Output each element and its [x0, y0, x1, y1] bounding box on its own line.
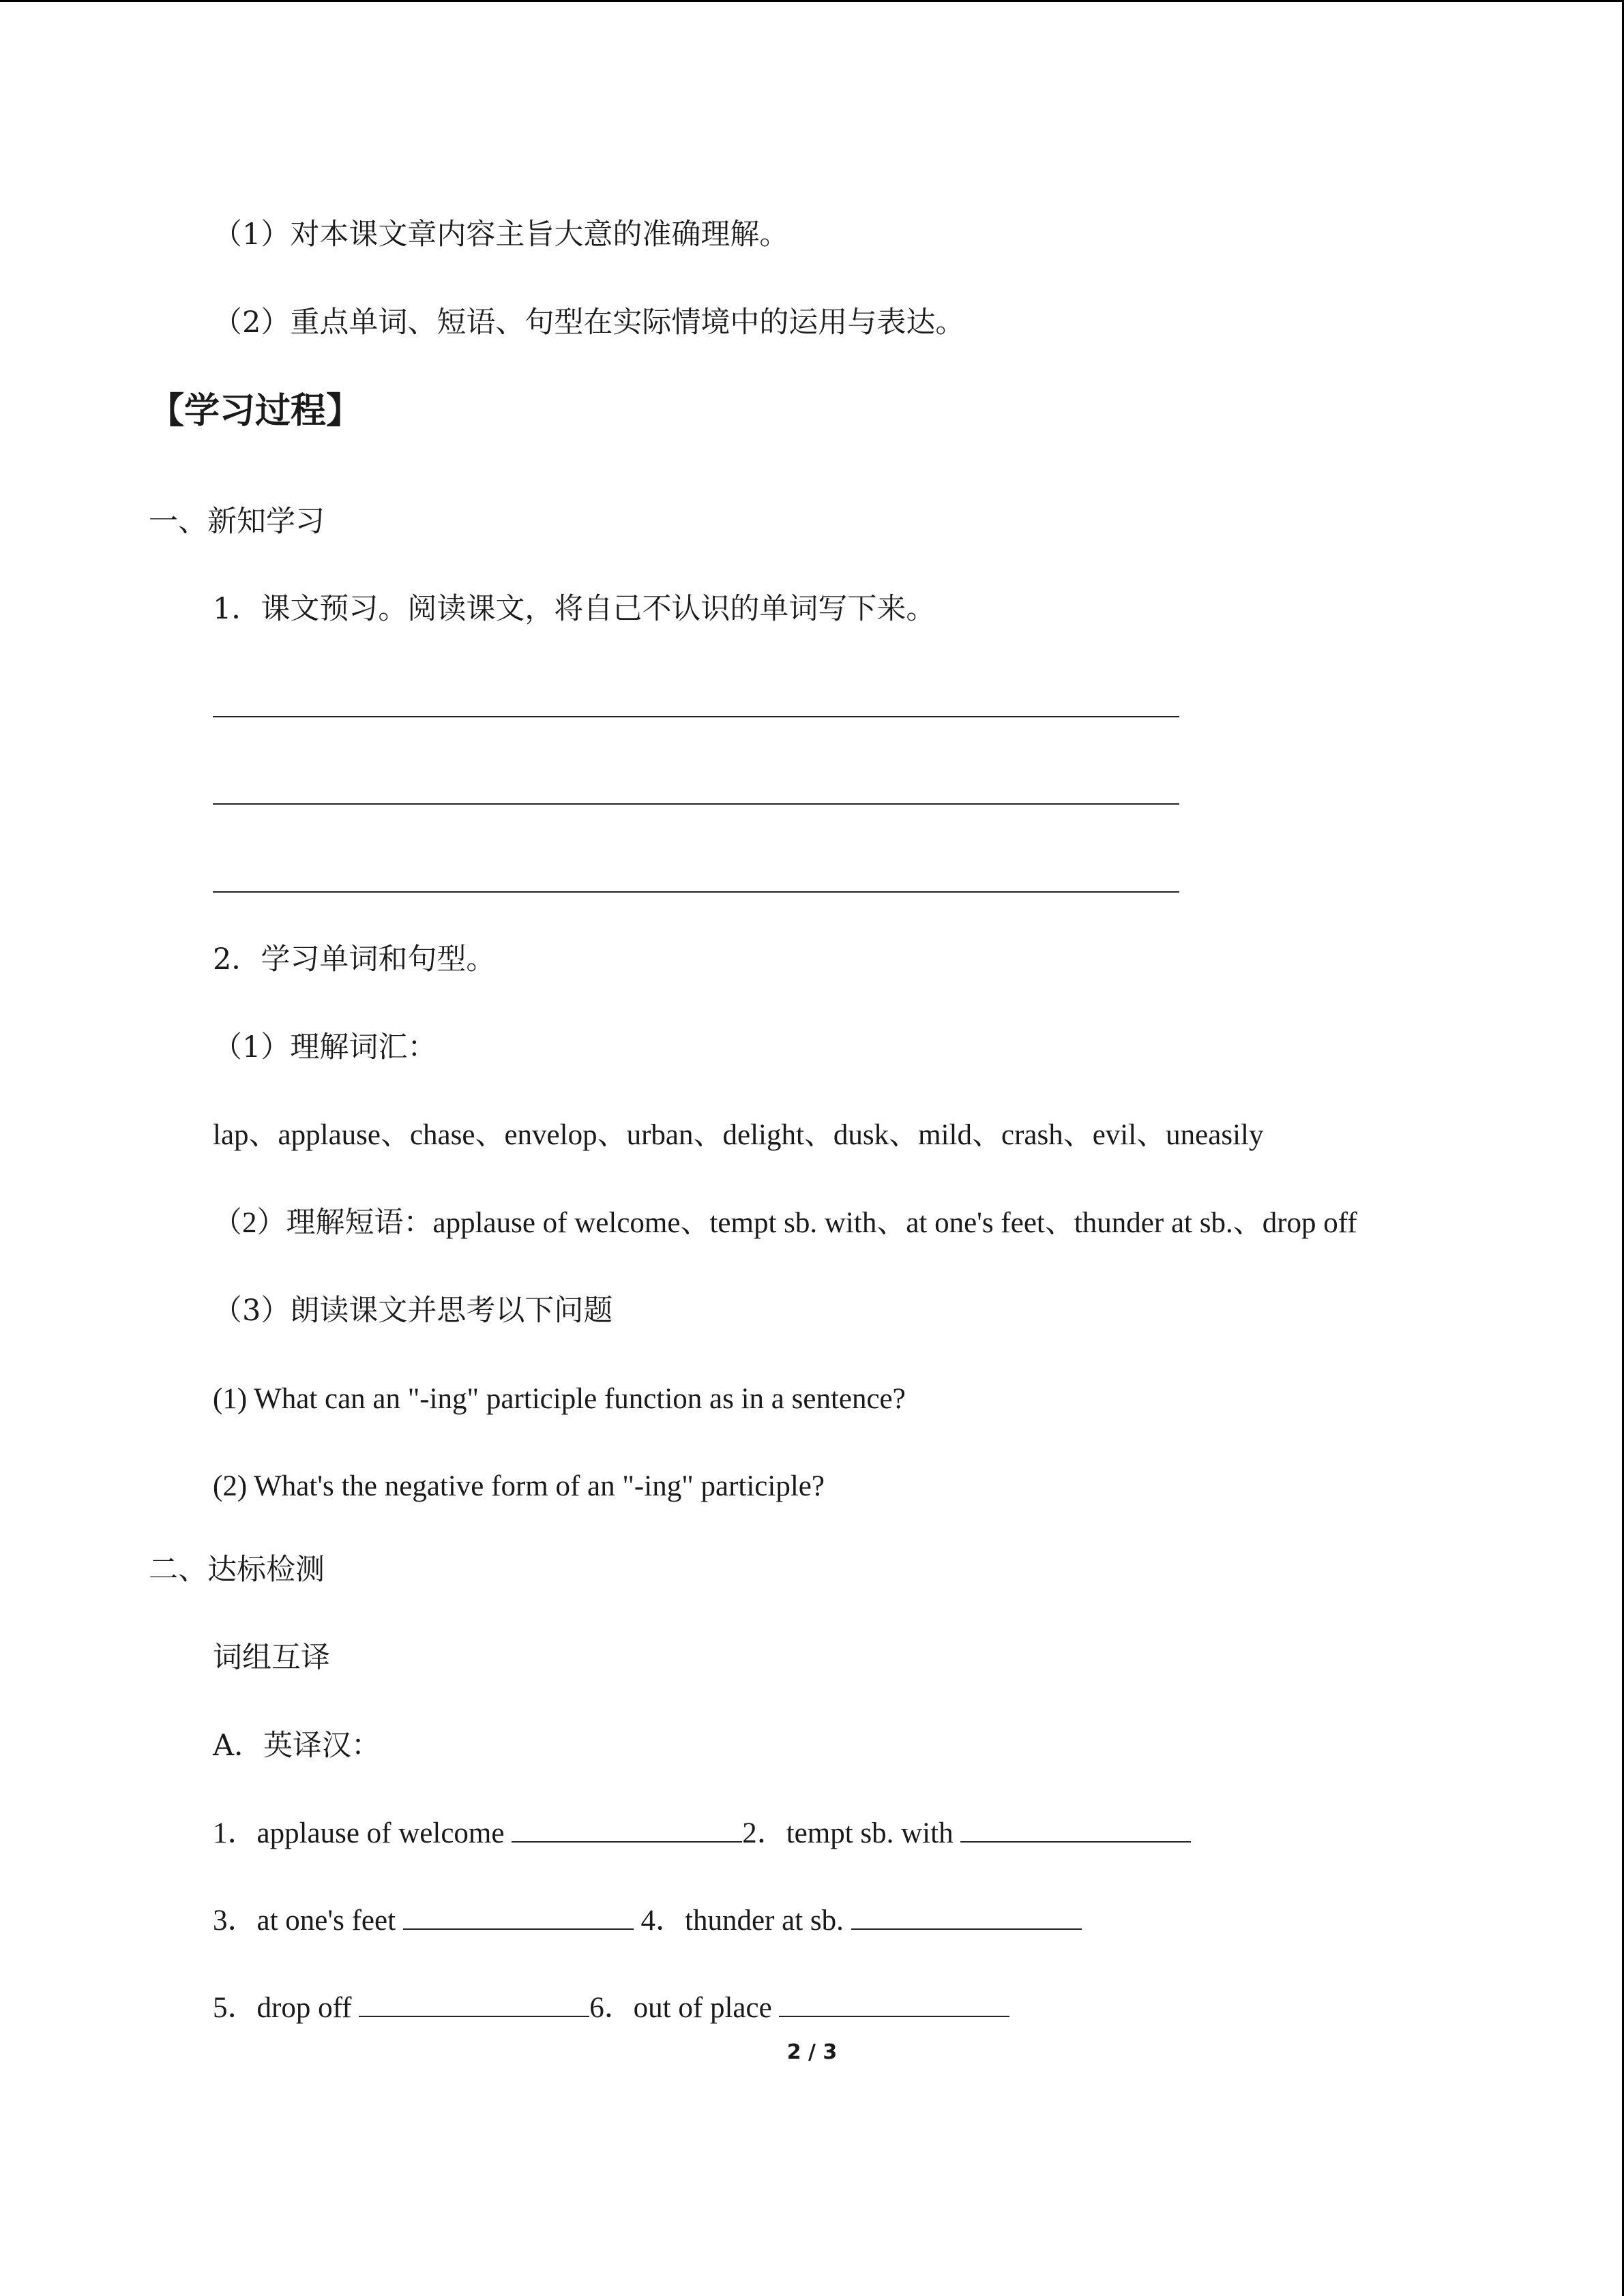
item-3-text: 3．at one's feet: [213, 1905, 403, 1937]
item-5-blank[interactable]: [359, 2016, 589, 2017]
item-2-text: 2．tempt sb. with: [742, 1817, 961, 1849]
vocab-label: （1）理解词汇：: [213, 1030, 437, 1064]
question-2: (2) What's the negative form of an "-ing" participle?: [213, 1470, 825, 1502]
section-heading-learning-process: 【学习过程】: [149, 391, 362, 432]
part2-title: 二、达标检测: [149, 1553, 325, 1587]
focus-point-2: （2）重点单词、短语、句型在实际情境中的运用与表达。: [213, 305, 965, 340]
item-2-blank[interactable]: [960, 1841, 1191, 1843]
focus-point-1: （1）对本课文章内容主旨大意的准确理解。: [213, 218, 789, 252]
task2-instruction: 2．学习单词和句型。: [213, 942, 496, 976]
answer-line-3[interactable]: [213, 891, 1179, 893]
item-4-text: 4．thunder at sb.: [633, 1905, 851, 1937]
page-number: 2 / 3: [786, 2040, 838, 2064]
top-border-rule: [0, 0, 1624, 2]
translation-row-2: [213, 1900, 1082, 1941]
vocab-list: lap、applause、chase、envelop、urban、delight、dusk、mild、crash、evil、uneasily: [213, 1119, 1264, 1151]
read-label: （3）朗读课文并思考以下问题: [213, 1294, 613, 1328]
item-1-blank[interactable]: [512, 1841, 742, 1843]
item-6-blank[interactable]: [779, 2016, 1009, 2017]
translation-row-3: [213, 1988, 1009, 2029]
task1-instruction: 1．课文预习。阅读课文，将自己不认识的单词写下来。: [213, 592, 936, 626]
answer-line-1[interactable]: [213, 716, 1179, 717]
translation-row-1: [213, 1813, 1191, 1854]
item-3-blank[interactable]: [403, 1928, 634, 1930]
question-1: (1) What can an "-ing" participle function as in a sentence?: [213, 1383, 906, 1415]
section-a-label: A．英译汉：: [213, 1729, 381, 1763]
item-1-text: 1．applause of welcome: [213, 1817, 512, 1849]
item-6-text: 6．out of place: [589, 1992, 780, 2024]
part2-subtitle: 词组互译: [213, 1641, 330, 1675]
answer-line-2[interactable]: [213, 803, 1179, 805]
phrases-line: （2）理解短语：applause of welcome、tempt sb. with、at one's feet、thunder at sb.、drop off: [213, 1207, 1357, 1239]
part1-title: 一、新知学习: [149, 505, 325, 539]
item-4-blank[interactable]: [851, 1928, 1082, 1930]
item-5-text: 5．drop off: [213, 1992, 359, 2024]
